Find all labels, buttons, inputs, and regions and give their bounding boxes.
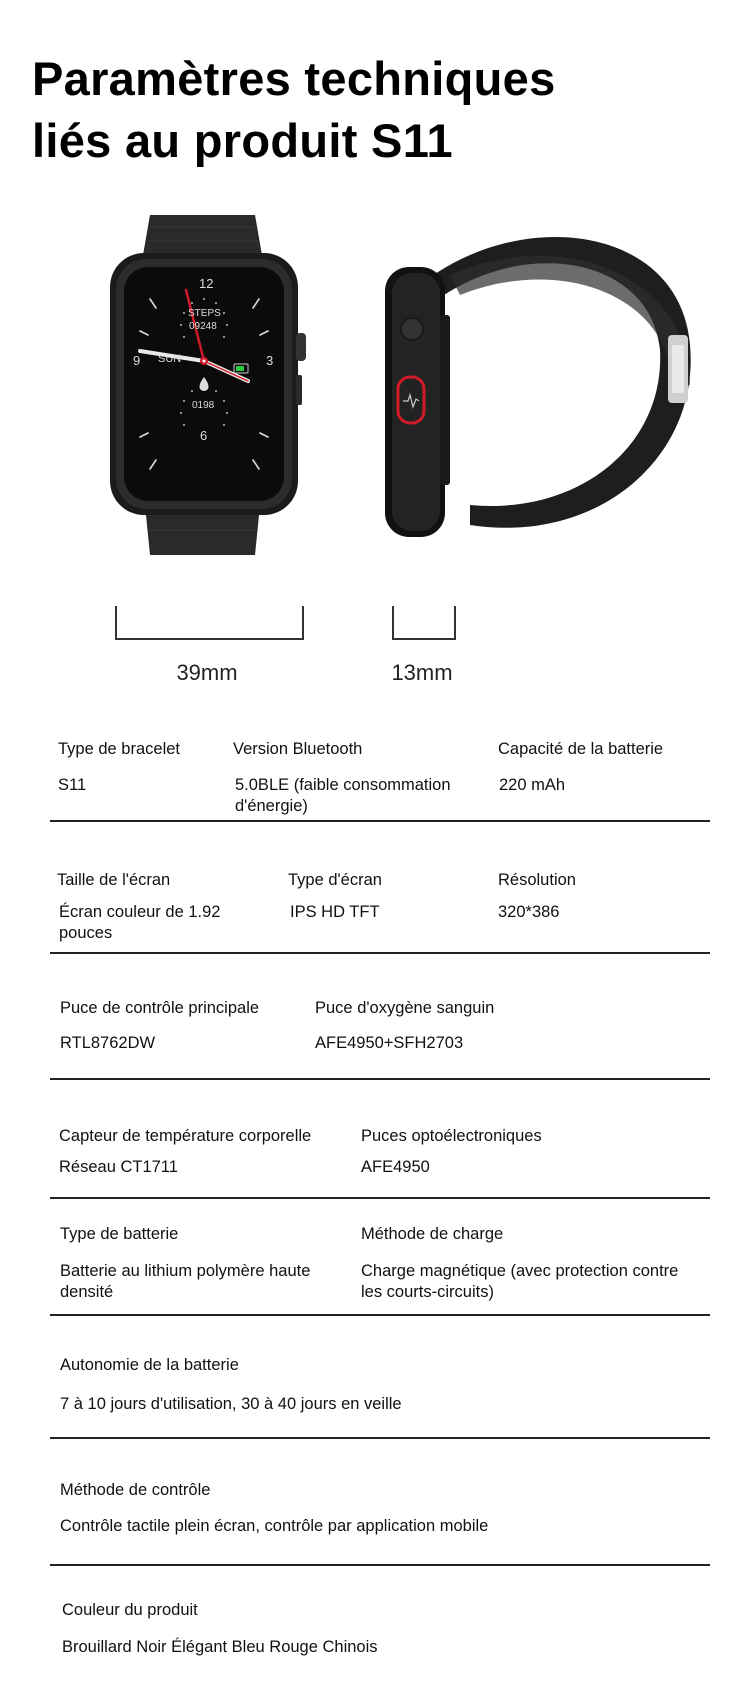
spec-value: AFE4950	[361, 1158, 430, 1176]
title-line-2: liés au produit S11	[32, 114, 453, 167]
spec-charging-method	[361, 1224, 701, 1303]
day-label: SUN	[158, 353, 182, 365]
spec-label: Méthode de charge	[361, 1225, 504, 1243]
spec-value: 220 mAh	[499, 776, 566, 794]
spec-bluetooth-version	[233, 739, 473, 817]
page-title	[32, 48, 556, 172]
spec-value: 320*386	[498, 903, 560, 921]
width-dimension: 39mm	[176, 660, 238, 685]
hour-12-marker: 12	[199, 276, 214, 291]
spec-label: Type de batterie	[60, 1225, 179, 1243]
row-divider	[50, 1197, 710, 1199]
title-line-1: Paramètres techniques	[32, 52, 556, 105]
row-divider	[50, 1314, 710, 1316]
width-bracket	[115, 606, 304, 640]
spec-label: Méthode de contrôle	[60, 1481, 211, 1499]
spec-label: Puce d'oxygène sanguin	[315, 999, 495, 1017]
hour-3-marker: 3	[266, 353, 274, 368]
thickness-dimension: 13mm	[391, 660, 453, 685]
spec-resolution	[498, 870, 698, 923]
steps-label: STEPS	[188, 308, 221, 319]
spec-label: Type de bracelet	[58, 740, 180, 758]
spec-screen-size	[57, 870, 237, 944]
spec-temperature-sensor	[59, 1126, 349, 1178]
spec-label: Taille de l'écran	[57, 871, 171, 889]
spec-label: Capteur de température corporelle	[59, 1127, 312, 1145]
spec-battery-capacity	[498, 739, 708, 796]
thickness-bracket	[392, 606, 456, 640]
spec-value: Contrôle tactile plein écran, contrôle par application mobile	[60, 1517, 489, 1535]
spec-main-chip	[60, 998, 300, 1054]
spec-value: AFE4950+SFH2703	[315, 1034, 464, 1052]
spec-label: Puces optoélectroniques	[361, 1127, 542, 1145]
spec-bracelet-type	[58, 739, 218, 796]
spec-value: Écran couleur de 1.92 pouces	[59, 903, 221, 942]
product-illustration	[0, 215, 750, 695]
spec-screen-type	[288, 870, 468, 923]
spec-value: 7 à 10 jours d'utilisation, 30 à 40 jours en veille	[60, 1395, 402, 1413]
spec-value: 5.0BLE (faible consommation d'énergie)	[235, 776, 451, 815]
spec-optoelectronic-chips	[361, 1126, 621, 1178]
spec-product-color	[62, 1600, 662, 1658]
steps-value: 09248	[189, 321, 217, 332]
spec-label: Version Bluetooth	[233, 740, 363, 758]
heart-value: 0198	[192, 400, 215, 411]
spec-value: S11	[58, 776, 87, 794]
row-divider	[50, 1564, 710, 1566]
spec-label: Type d'écran	[288, 871, 382, 889]
spec-blood-oxygen-chip	[315, 998, 575, 1054]
watch-front-illustration	[0, 215, 750, 695]
spec-battery-type	[60, 1224, 320, 1303]
hour-6-marker: 6	[200, 428, 208, 443]
spec-label: Couleur du produit	[62, 1601, 198, 1619]
spec-control-method	[60, 1480, 680, 1537]
spec-label: Capacité de la batterie	[498, 740, 664, 758]
row-divider	[50, 952, 710, 954]
spec-value: IPS HD TFT	[290, 903, 380, 921]
spec-value: Réseau CT1711	[59, 1158, 178, 1176]
spec-battery-life	[60, 1355, 660, 1415]
row-divider	[50, 1437, 710, 1439]
spec-value: RTL8762DW	[60, 1034, 156, 1052]
row-divider	[50, 1078, 710, 1080]
spec-value: Charge magnétique (avec protection contre les courts-circuits)	[361, 1262, 679, 1301]
hour-9-marker: 9	[133, 353, 141, 368]
spec-value: Brouillard Noir Élégant Bleu Rouge Chinois	[62, 1638, 378, 1656]
spec-label: Puce de contrôle principale	[60, 999, 260, 1017]
spec-value: Batterie au lithium polymère haute densité	[60, 1262, 311, 1301]
spec-label: Résolution	[498, 871, 576, 889]
row-divider	[50, 820, 710, 822]
spec-label: Autonomie de la batterie	[60, 1356, 239, 1374]
